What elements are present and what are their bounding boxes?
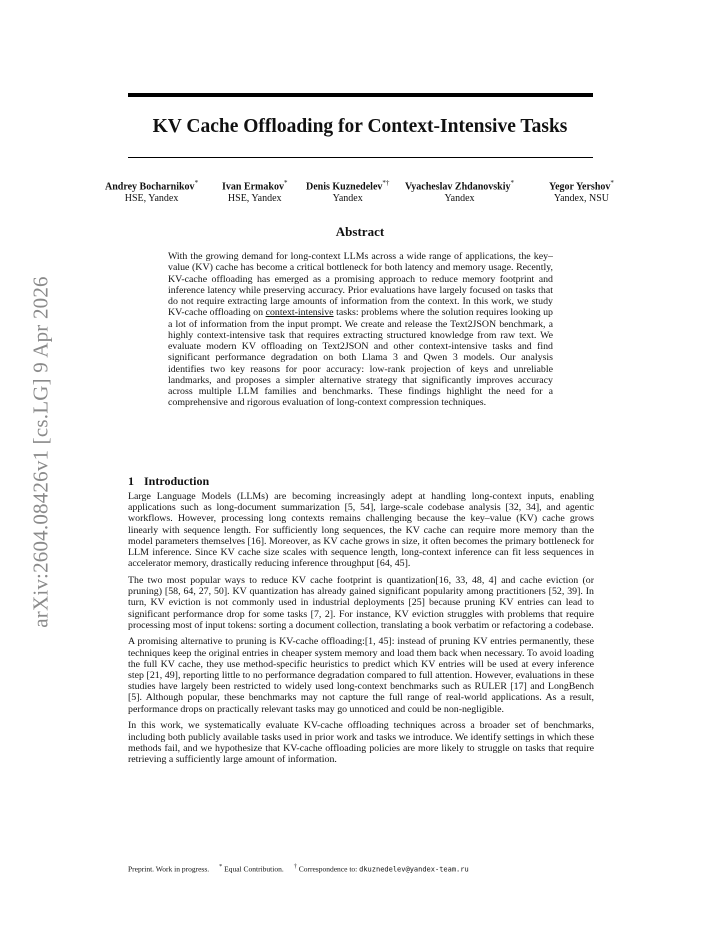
- title-rule-bottom: [128, 157, 593, 158]
- author-mark: *: [194, 179, 199, 187]
- author-mark: *: [510, 179, 514, 187]
- author-affiliation: Yandex, NSU: [553, 192, 609, 204]
- paper-title: KV Cache Offloading for Context-Intensive Tasks: [152, 116, 568, 137]
- author: [549, 178, 614, 204]
- section-number: 1: [128, 474, 134, 488]
- abstract-body: [168, 251, 553, 409]
- abstract-underlined-term: context-intensive: [265, 307, 334, 319]
- author: [105, 178, 198, 204]
- footnote: [128, 862, 469, 875]
- section-heading: [128, 474, 209, 488]
- section-title: Introduction: [144, 474, 210, 488]
- abstract-text: tasks: problems where the solution requires looking up a lot of information from the input prompt. We create and release the Text2JSON benchmark, a highly context-intensive task that requires extracting structured knowledge from raw text. We evaluate modern KV offloading on Text2JSON and other context-intensive tasks and find significant performance degradation on both Llama 3 and Qwen 3 models. Our analysis identifies two key reasons for poor accuracy: low-rank projection of keys and unreliable landmarks, and proposes a simpler alternative strategy that significantly improves accuracy across multiple LLM families and benchmarks. These findings highlight the need for a comprehensive and rigorous evaluation of long-context compression techniques.: [168, 307, 553, 409]
- abstract-text: With the growing demand for long-context LLMs across a wide range of applications, the key–value (KV) cache has become a critical bottleneck for both latency and memory usage. Recently, KV-cache offloading has emerged as a promising approach to reduce memory footprint and inference latency while preserving accuracy. Prior evaluations have largely focused on tasks that do not require extracting large amounts of information from the context. In this work, we study KV-cache offloading on: [168, 251, 553, 319]
- author: [222, 178, 287, 204]
- author-affiliation: HSE, Yandex: [124, 192, 179, 204]
- footnote-email[interactable]: dkuznedelev@yandex-team.ru: [359, 865, 469, 874]
- author-name: Yegor Yershov: [549, 181, 611, 193]
- author-name: Andrey Bocharnikov: [105, 181, 195, 193]
- author-mark: *: [610, 179, 614, 187]
- author-name: Denis Kuznedelev: [306, 181, 383, 193]
- footnote-equal: Equal Contribution.: [224, 864, 284, 874]
- body-paragraph: The two most popular ways to reduce KV cache footprint is quantization[16, 33, 48, 4] and cache eviction (or pruning) [58, 64, 27, 50]. KV quantization has already gained significant popularity among practitioners [52, 39]. In turn, KV eviction is not commonly used in industrial deployments [25] because pruning KV entries can lead to significant performance drop for some tasks [7, 2]. For instance, KV eviction struggles with problems that require processing most of input tokens: sorting a document collection, translating a book verbatim or refactoring a codebase.: [128, 574, 594, 631]
- abstract-heading: Abstract: [335, 224, 385, 239]
- footnote-corr-mark: †: [293, 863, 297, 870]
- body-paragraph: In this work, we systematically evaluate KV-cache offloading techniques across a broader set of benchmarks, including both publicly available tasks used in prior work and tasks we introduce. We identify settings in which these methods fail, and we hypothesize that KV-cache offloading policies are more likely to struggle on tasks that require retrieving a sufficiently large amount of information.: [128, 720, 594, 765]
- author-name: Vyacheslav Zhdanovskiy: [405, 181, 511, 193]
- author-affiliation: HSE, Yandex: [227, 192, 282, 204]
- author-affiliation: Yandex: [332, 192, 363, 204]
- footnote-equal-mark: *: [219, 863, 223, 870]
- footnote-correspondence: Correspondence to:: [298, 864, 358, 874]
- author: [405, 178, 514, 204]
- author-list: [0, 178, 720, 208]
- body-paragraph: A promising alternative to pruning is KV-cache offloading:[1, 45]: instead of pruning KV entries permanently, these techniques keep the original entries in cheaper system memory and load them back when necessary. To avoid loading the full KV cache, they use method-specific heuristics to predict which KV entries will be used at every inference step [21, 49], reporting little to no performance degradation compared to full attention. However, evaluations in these studies have largely been restricted to widely used long-context benchmarks such as RULER [17] and LongBench [5]. Although popular, these benchmarks may not capture the full range of real-world applications. As a result, performance drops on practically relevant tasks may go unnoticed and could be non-negligible.: [128, 636, 594, 715]
- author-mark: *†: [382, 179, 390, 187]
- footnote-preprint: Preprint. Work in progress.: [128, 864, 210, 874]
- author-mark: *: [283, 179, 288, 187]
- introduction-body: [128, 491, 594, 771]
- author: [306, 178, 389, 204]
- author-name: Ivan Ermakov: [222, 181, 284, 193]
- author-affiliation: Yandex: [444, 192, 475, 204]
- body-paragraph: Large Language Models (LLMs) are becoming increasingly adept at handling long-context inputs, enabling applications such as long-document summarization [5, 54], large-scale codebase analysis [32, 34], and agentic workflows. However, processing long contexts remains challenging because the key–value (KV) cache grows linearly with sequence length. For sufficiently long sequences, the KV cache can require more memory than the model parameters themselves [16]. Moreover, as KV cache grows in size, it often becomes the primary bottleneck for LLM inference. Since KV cache size scales with sequence length, long-context inference can fit less sequences in accelerator memory, drastically reducing inference throughput [64, 45].: [128, 491, 594, 570]
- arxiv-identifier-text: arXiv:2604.08426v1 [cs.LG] 9 Apr 2026: [28, 276, 53, 628]
- title-rule-top: [128, 93, 593, 97]
